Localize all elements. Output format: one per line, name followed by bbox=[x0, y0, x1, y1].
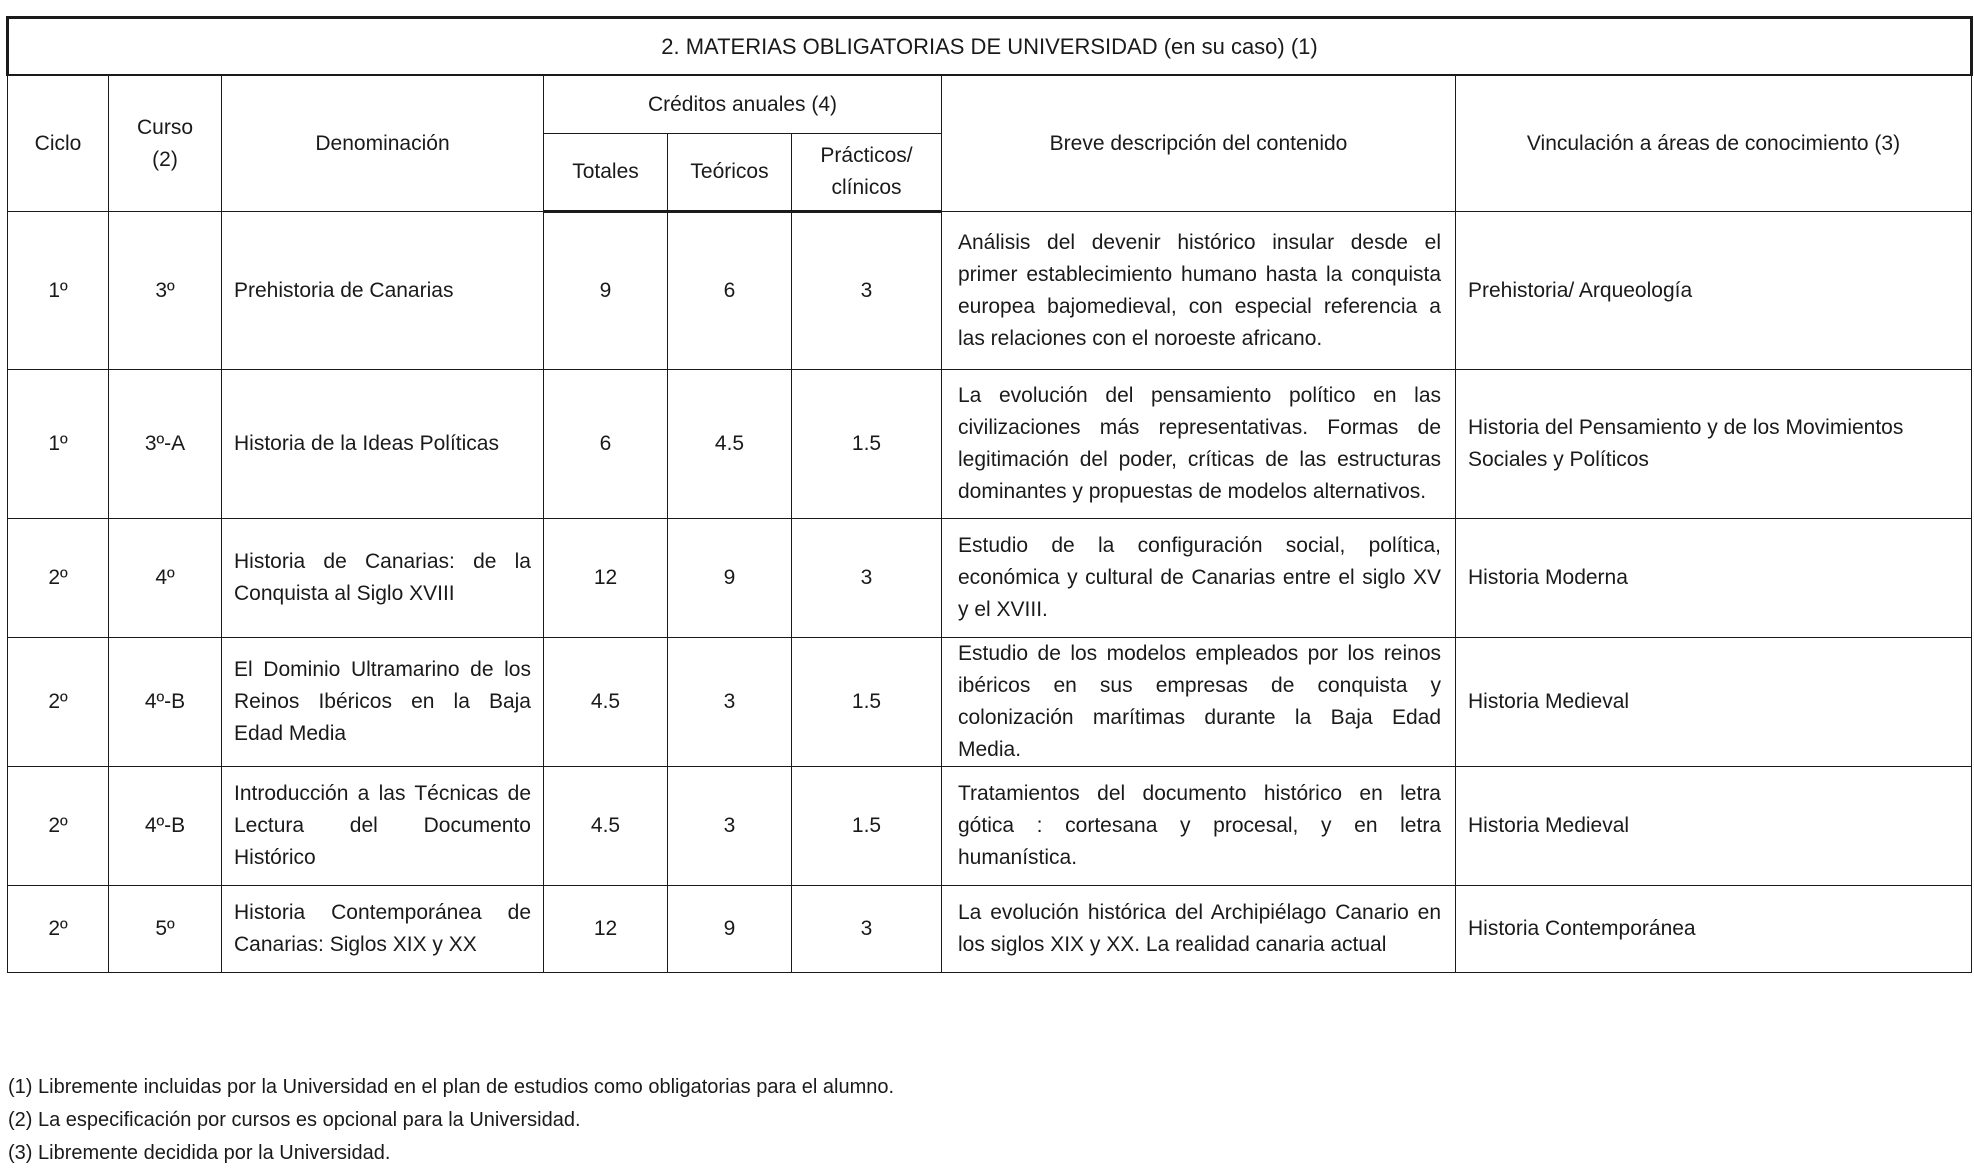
cell-totales: 6 bbox=[544, 370, 668, 519]
cell-practicos: 3 bbox=[792, 519, 942, 638]
header-curso bbox=[109, 75, 222, 212]
cell-totales: 4.5 bbox=[544, 638, 668, 767]
table-row bbox=[8, 767, 1972, 886]
cell-curso: 4º bbox=[109, 519, 222, 638]
cell-vinculacion: Historia Medieval bbox=[1456, 638, 1972, 767]
cell-ciclo: 2º bbox=[8, 519, 109, 638]
table-row bbox=[8, 519, 1972, 638]
header-denominacion: Denominación bbox=[222, 75, 544, 212]
cell-totales: 12 bbox=[544, 519, 668, 638]
footnote-1: (1) Libremente incluidas por la Universidad en el plan de estudios como obligatorias para el alumno. bbox=[8, 1076, 895, 1098]
cell-vinculacion: Historia Medieval bbox=[1456, 767, 1972, 886]
cell-practicos: 1.5 bbox=[792, 370, 942, 519]
table-row bbox=[8, 886, 1972, 973]
header-creditos: Créditos anuales (4) bbox=[544, 75, 942, 134]
header-descripcion: Breve descripción del contenido bbox=[942, 75, 1456, 212]
cell-ciclo: 2º bbox=[8, 638, 109, 767]
cell-denominacion: Historia de Canarias: de la Conquista al Siglo XVIII bbox=[222, 519, 544, 638]
cell-denominacion: Historia Contemporánea de Canarias: Siglos XIX y XX bbox=[222, 886, 544, 973]
cell-curso: 3º-A bbox=[109, 370, 222, 519]
cell-vinculacion: Historia del Pensamiento y de los Movimientos Sociales y Políticos bbox=[1456, 370, 1972, 519]
cell-totales: 9 bbox=[544, 212, 668, 370]
cell-descripcion: Estudio de los modelos empleados por los reinos ibéricos en sus empresas de conquista y colonización marítimas durante la Baja Edad Media. bbox=[942, 638, 1456, 767]
cell-vinculacion: Historia Moderna bbox=[1456, 519, 1972, 638]
cell-descripcion: La evolución histórica del Archipiélago Canario en los siglos XIX y XX. La realidad canaria actual bbox=[942, 886, 1456, 973]
header-practicos bbox=[792, 134, 942, 212]
cell-ciclo: 1º bbox=[8, 212, 109, 370]
cell-vinculacion: Historia Contemporánea bbox=[1456, 886, 1972, 973]
cell-teoricos: 9 bbox=[668, 519, 792, 638]
header-teoricos: Teóricos bbox=[668, 134, 792, 212]
footnote-3: (3) Libremente decidida por la Universidad. bbox=[8, 1142, 391, 1164]
table-row bbox=[8, 370, 1972, 519]
footnote-2: (2) La especificación por cursos es opcional para la Universidad. bbox=[8, 1109, 581, 1131]
cell-descripcion: Análisis del devenir histórico insular desde el primer establecimiento humano hasta la conquista europea bajomedieval, con especial referencia a las relaciones con el noroeste africano. bbox=[942, 212, 1456, 370]
header-curso-line1: Curso bbox=[136, 115, 194, 139]
header-vinculacion: Vinculación a áreas de conocimiento (3) bbox=[1456, 75, 1972, 212]
footnotes bbox=[8, 1071, 894, 1170]
subjects-table bbox=[6, 16, 1973, 973]
header-curso-line2: (2) bbox=[152, 147, 178, 171]
table-title: 2. MATERIAS OBLIGATORIAS DE UNIVERSIDAD (en su caso) (1) bbox=[8, 18, 1972, 76]
cell-teoricos: 4.5 bbox=[668, 370, 792, 519]
document-sheet bbox=[6, 16, 1970, 973]
cell-teoricos: 9 bbox=[668, 886, 792, 973]
header-practicos-line2: clínicos bbox=[831, 176, 902, 199]
header-ciclo: Ciclo bbox=[8, 75, 109, 212]
cell-totales: 12 bbox=[544, 886, 668, 973]
table-row bbox=[8, 212, 1972, 370]
cell-denominacion: Prehistoria de Canarias bbox=[222, 212, 544, 370]
cell-totales: 4.5 bbox=[544, 767, 668, 886]
cell-descripcion: Estudio de la configuración social, política, económica y cultural de Canarias entre el siglo XV y el XVIII. bbox=[942, 519, 1456, 638]
cell-curso: 5º bbox=[109, 886, 222, 973]
cell-teoricos: 3 bbox=[668, 638, 792, 767]
cell-practicos: 1.5 bbox=[792, 638, 942, 767]
header-totales: Totales bbox=[544, 134, 668, 212]
cell-denominacion: El Dominio Ultramarino de los Reinos Ibéricos en la Baja Edad Media bbox=[222, 638, 544, 767]
cell-descripcion: Tratamientos del documento histórico en letra gótica : cortesana y procesal, y en letra humanística. bbox=[942, 767, 1456, 886]
header-practicos-line1: Prácticos/ bbox=[820, 144, 913, 167]
cell-vinculacion: Prehistoria/ Arqueología bbox=[1456, 212, 1972, 370]
cell-curso: 4º-B bbox=[109, 638, 222, 767]
cell-teoricos: 3 bbox=[668, 767, 792, 886]
cell-practicos: 3 bbox=[792, 212, 942, 370]
cell-practicos: 3 bbox=[792, 886, 942, 973]
cell-ciclo: 2º bbox=[8, 886, 109, 973]
cell-curso: 3º bbox=[109, 212, 222, 370]
table-row bbox=[8, 638, 1972, 767]
cell-ciclo: 2º bbox=[8, 767, 109, 886]
cell-teoricos: 6 bbox=[668, 212, 792, 370]
cell-ciclo: 1º bbox=[8, 370, 109, 519]
cell-denominacion: Introducción a las Técnicas de Lectura del Documento Histórico bbox=[222, 767, 544, 886]
cell-curso: 4º-B bbox=[109, 767, 222, 886]
cell-denominacion: Historia de la Ideas Políticas bbox=[222, 370, 544, 519]
cell-descripcion: La evolución del pensamiento político en las civilizaciones más representativas. Formas de legitimación del poder, críticas de las estructuras dominantes y propuestas de modelos alternativos. bbox=[942, 370, 1456, 519]
cell-practicos: 1.5 bbox=[792, 767, 942, 886]
